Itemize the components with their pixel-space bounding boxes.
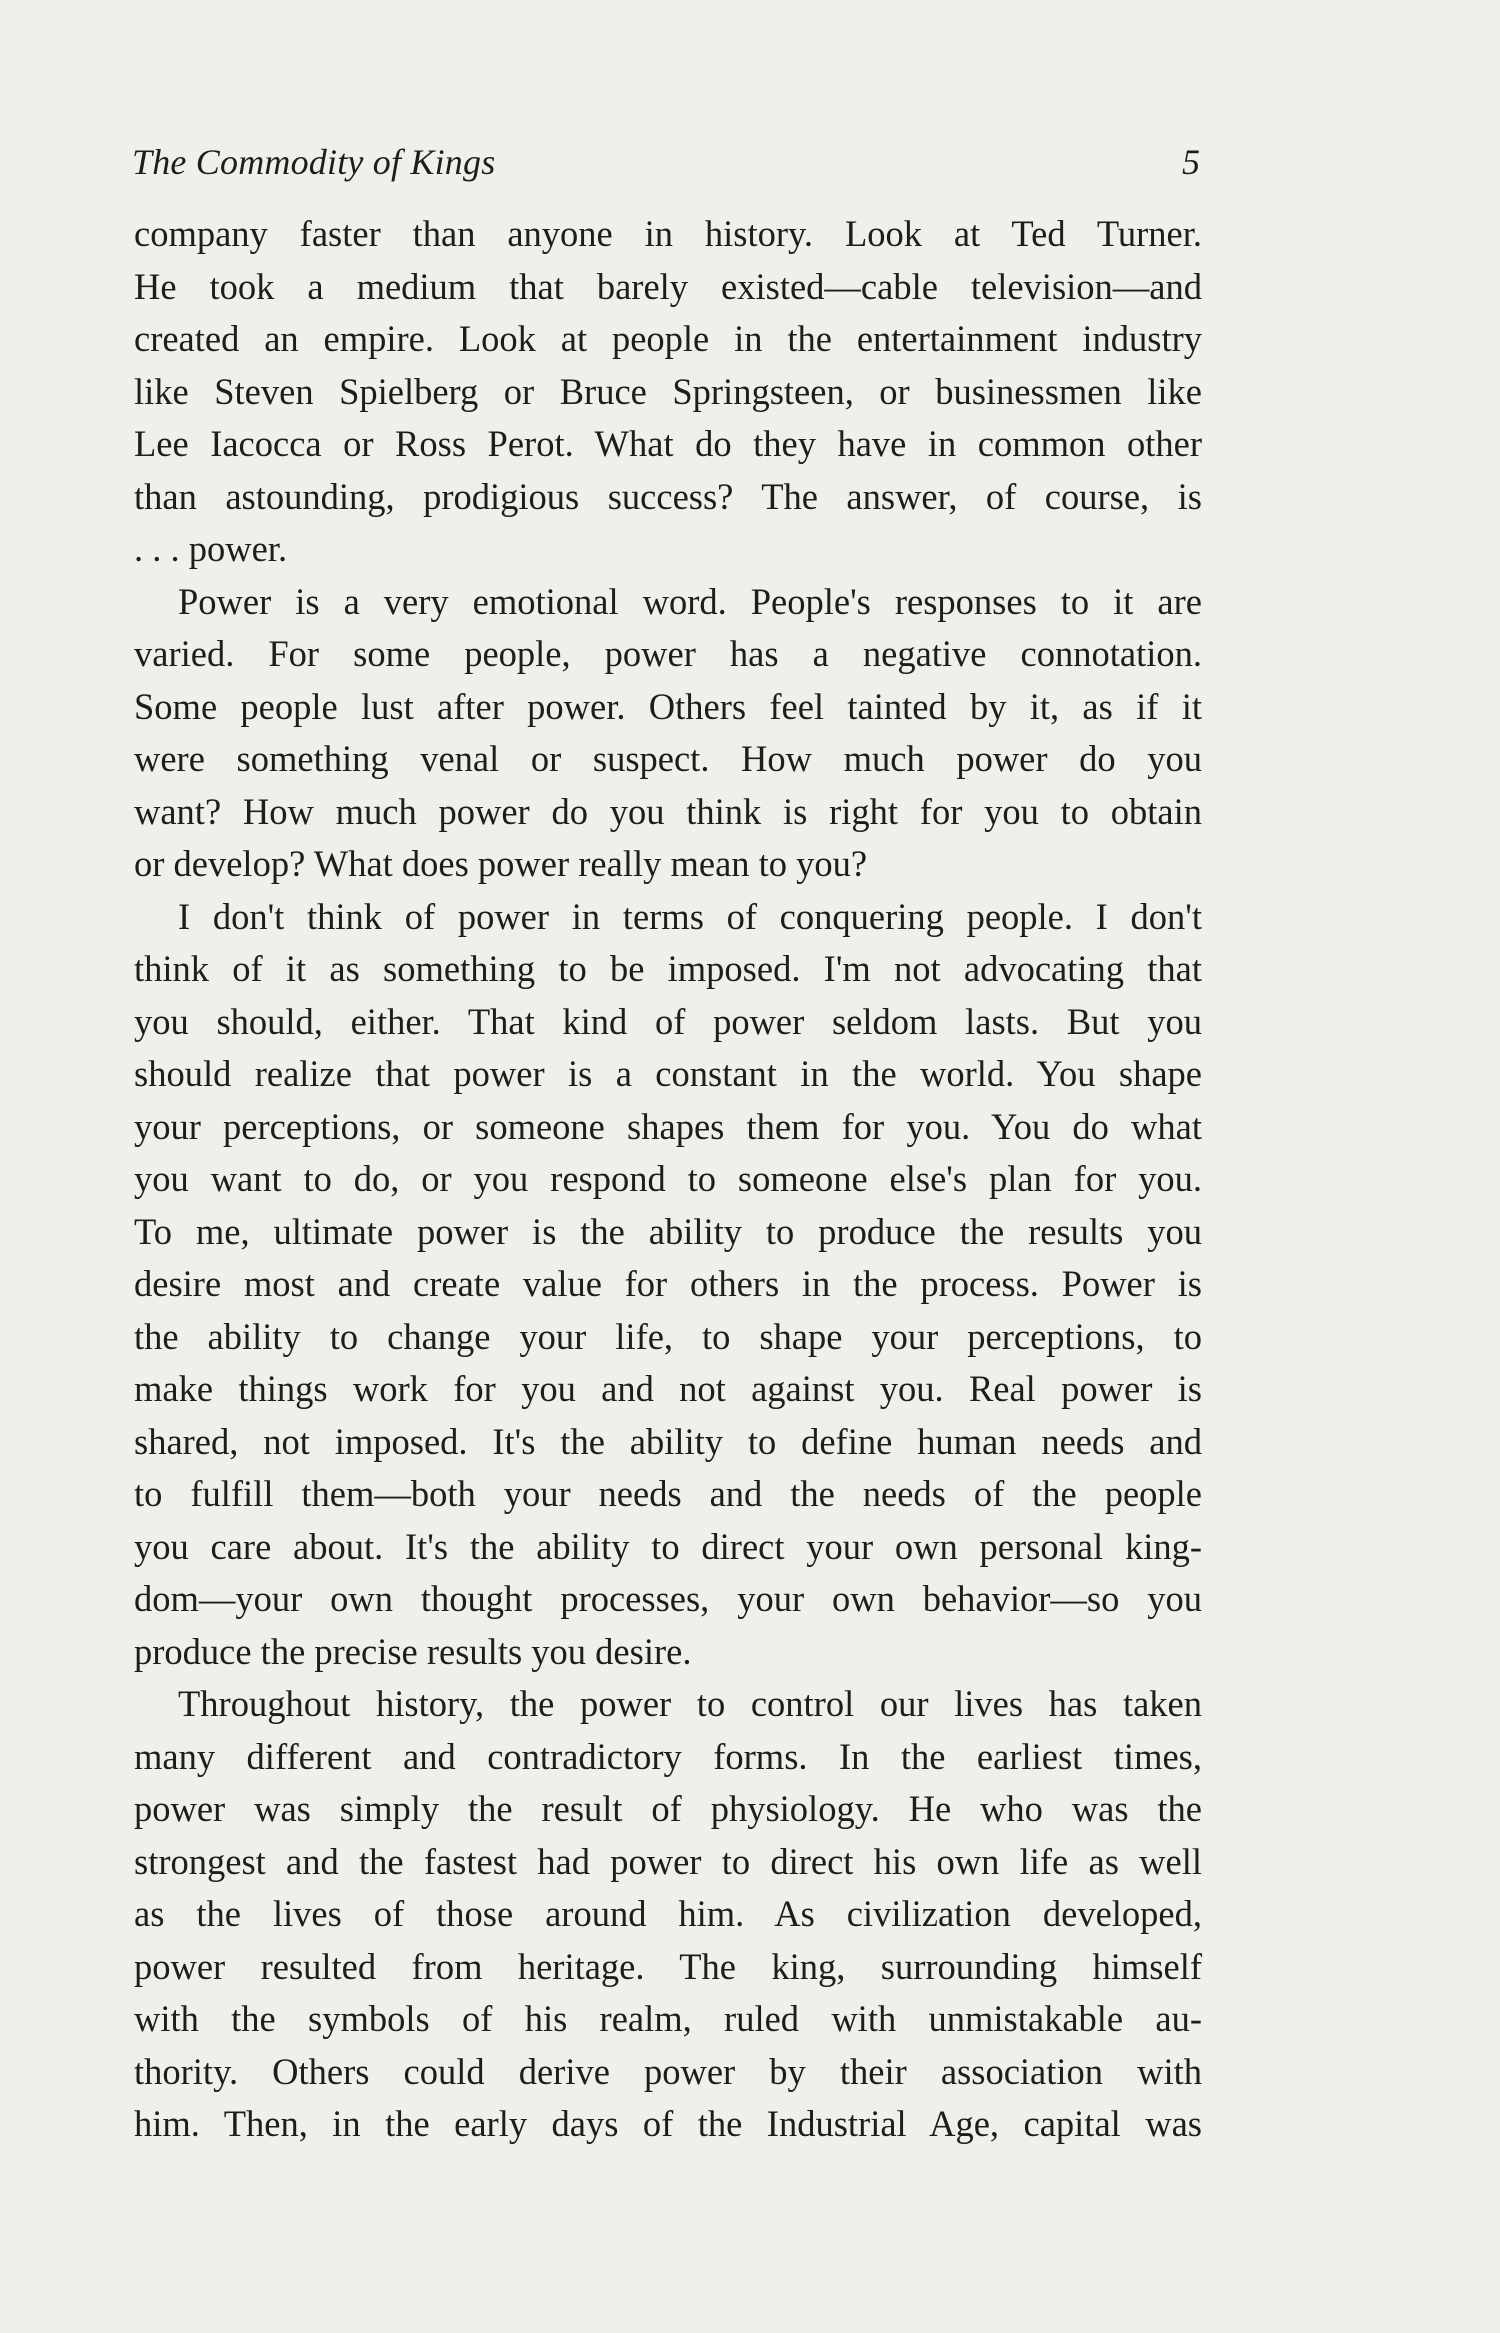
text-line: you should, either. That kind of power seldom lasts. But you [134, 1000, 1202, 1042]
text-line: Power is a very emotional word. People's responses to it are [178, 580, 1202, 622]
text-line: to fulfill them—both your needs and the needs of the people [134, 1473, 1202, 1514]
page-number: 5 [1182, 142, 1200, 182]
text-line: Some people lust after power. Others feel tainted by it, as if it [134, 685, 1202, 727]
body-text [134, 208, 1202, 2151]
text-line: you want to do, or you respond to someone else's plan for you. [134, 1158, 1202, 1199]
text-line: He took a medium that barely existed—cable television—and [134, 265, 1202, 307]
text-line: To me, ultimate power is the ability to produce the results you [134, 1210, 1202, 1252]
text-line: shared, not imposed. It's the ability to define human needs and [134, 1420, 1202, 1462]
text-line: the ability to change your life, to shape your perceptions, to [134, 1315, 1202, 1357]
text-line: . . . power. [134, 528, 288, 569]
running-head [132, 138, 1200, 186]
text-line: varied. For some people, power has a negative connotation. [134, 633, 1202, 674]
text-line: Lee Iacocca or Ross Perot. What do they have in common other [134, 423, 1202, 464]
text-line: like Steven Spielberg or Bruce Springsteen, or businessmen like [134, 370, 1202, 412]
text-line: power resulted from heritage. The king, surrounding himself [134, 1945, 1202, 1987]
text-line: make things work for you and not against you. Real power is [134, 1368, 1202, 1409]
text-line: company faster than anyone in history. Look at Ted Turner. [134, 213, 1202, 254]
text-line: as the lives of those around him. As civilization developed, [134, 1893, 1202, 1934]
text-line: power was simply the result of physiology. He who was the [134, 1788, 1202, 1829]
text-line: think of it as something to be imposed. I'm not advocating that [134, 948, 1202, 989]
text-line: strongest and the fastest had power to direct his own life as well [134, 1840, 1202, 1882]
text-line: want? How much power do you think is right for you to obtain [134, 790, 1202, 832]
text-line: desire most and create value for others in the process. Power is [134, 1263, 1202, 1304]
text-line: I don't think of power in terms of conquering people. I don't [178, 895, 1202, 937]
text-line: created an empire. Look at people in the entertainment industry [134, 318, 1202, 359]
text-line: than astounding, prodigious success? The answer, of course, is [134, 475, 1202, 517]
text-line: your perceptions, or someone shapes them for you. You do what [134, 1105, 1202, 1147]
running-title: The Commodity of Kings [132, 142, 496, 182]
text-line: or develop? What does power really mean to you? [134, 843, 868, 884]
text-line: should realize that power is a constant in the world. You shape [134, 1053, 1202, 1094]
text-line: him. Then, in the early days of the Industrial Age, capital was [134, 2103, 1202, 2144]
text-line: dom—your own thought processes, your own behavior—so you [134, 1578, 1202, 1619]
text-line: you care about. It's the ability to direct your own personal king- [134, 1525, 1202, 1567]
text-line: many different and contradictory forms. In the earliest times, [134, 1735, 1202, 1777]
text-line: produce the precise results you desire. [134, 1630, 692, 1672]
text-line: thority. Others could derive power by their association with [134, 2050, 1202, 2092]
text-line: with the symbols of his realm, ruled with unmistakable au- [134, 1998, 1202, 2039]
text-line: were something venal or suspect. How much power do you [134, 738, 1202, 779]
text-line: Throughout history, the power to control our lives has taken [178, 1683, 1202, 1724]
